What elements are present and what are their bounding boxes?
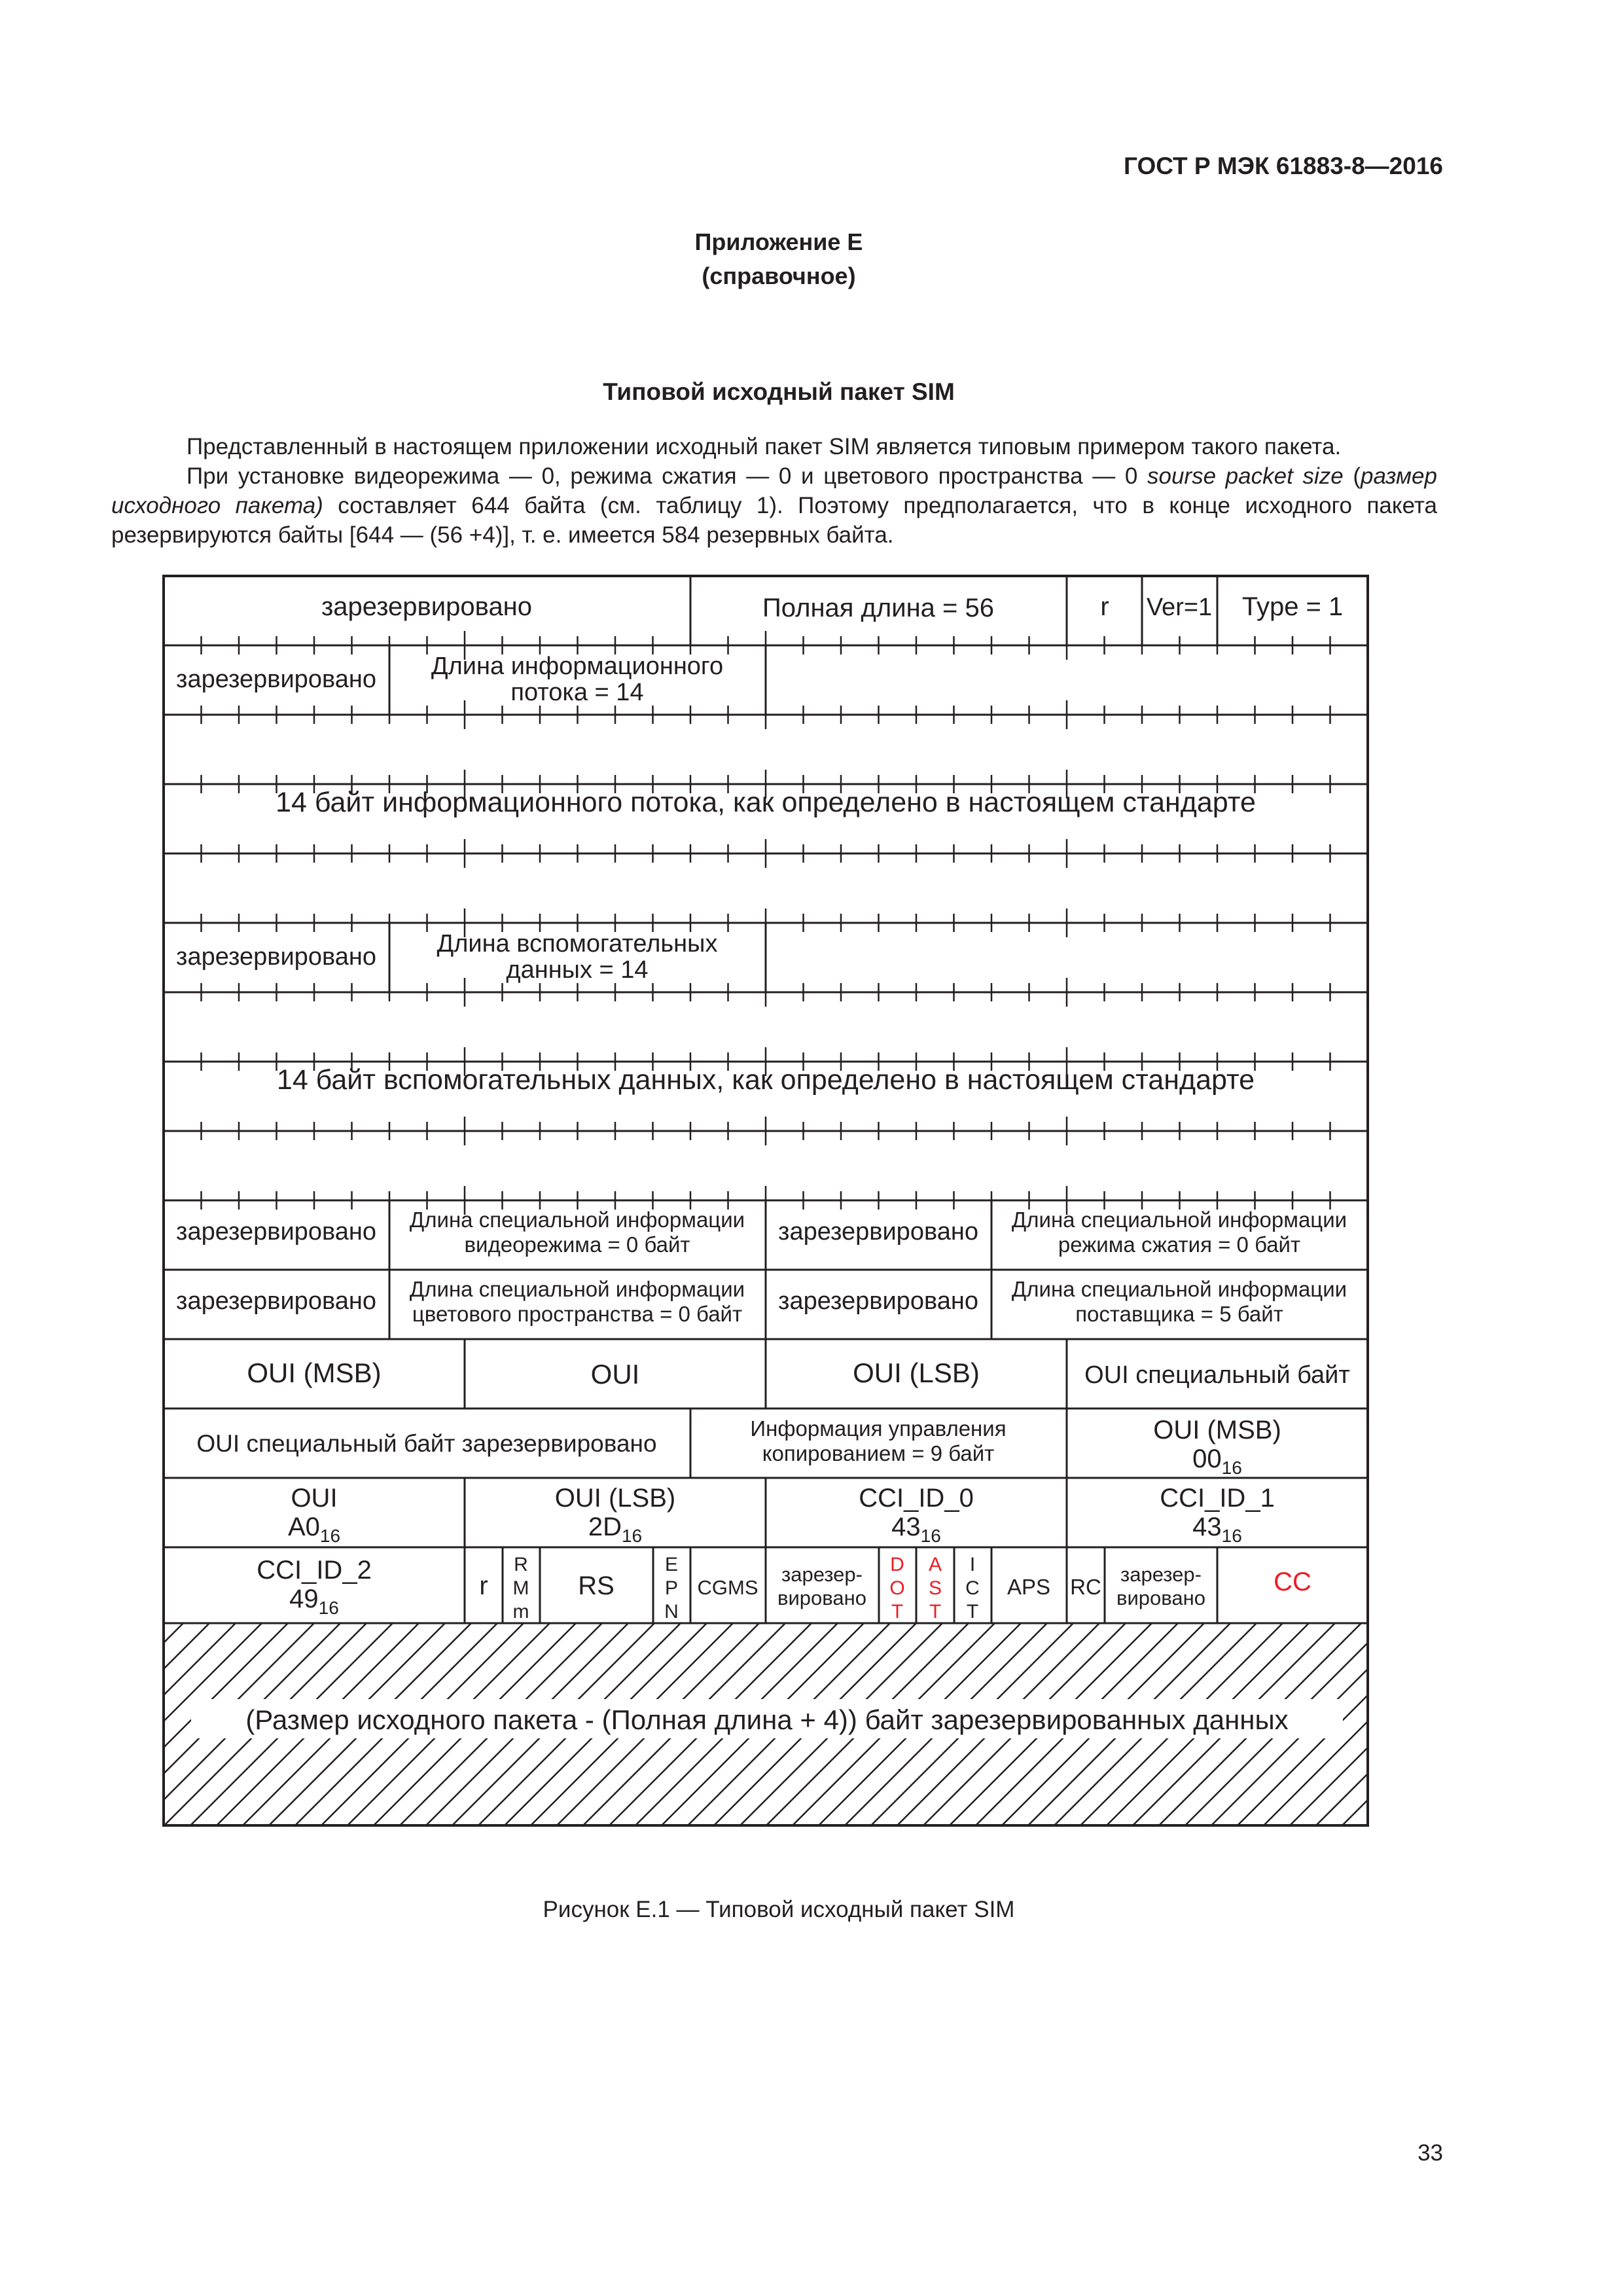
- aux-data-length-label: Длина вспомогательных: [437, 930, 718, 958]
- oui-special-reserved-field: OUI специальный байт зарезервировано: [196, 1430, 657, 1457]
- ast-letter: S: [928, 1577, 942, 1599]
- dot-letter: O: [889, 1577, 905, 1599]
- rs-field: RS: [578, 1571, 615, 1600]
- paragraph-2-term-translation: размер исходного пакета): [111, 463, 1437, 518]
- cci-id-2-value: [289, 1585, 339, 1618]
- color-space-info-label: Длина специальной информации: [409, 1277, 745, 1301]
- value: A0: [287, 1513, 320, 1541]
- ast-letter: T: [929, 1601, 942, 1623]
- total-length-field: Полная длина = 56: [762, 594, 995, 622]
- reserved-field: зарезервировано: [321, 592, 533, 621]
- color-space-info-value: цветового пространства = 0 байт: [412, 1302, 743, 1326]
- version-field: Ver=1: [1146, 594, 1213, 621]
- reserved-field: зарезервировано: [176, 943, 376, 971]
- value: 00: [1192, 1444, 1222, 1473]
- value: 2D: [588, 1513, 622, 1541]
- oui-lsb-value: [588, 1513, 642, 1546]
- copy-control-info-label: Информация управления: [750, 1416, 1007, 1441]
- epn-letter: P: [664, 1577, 679, 1599]
- vendor-info-label: Длина специальной информации: [1011, 1277, 1347, 1301]
- paragraph-2-part: составляет 644 байта (см. таблицу 1). Поэтому предполагается, что в конце исходного пакета резервируются байты [644 — (56 +4)], т. е. имеется 584 резервных байта.: [111, 493, 1437, 548]
- compression-info-label: Длина специальной информации: [1011, 1208, 1347, 1232]
- rc-field: RC: [1070, 1575, 1101, 1599]
- subscript: 16: [319, 1526, 341, 1546]
- copy-control-info-value: копированием = 9 байт: [762, 1441, 995, 1465]
- rmm-letter: R: [514, 1554, 528, 1575]
- oui-value: [288, 1513, 340, 1546]
- annex-label: Приложение Е: [694, 228, 863, 255]
- aux-data-field: 14 байт вспомогательных данных, как определено в настоящем стандарте: [276, 1064, 1255, 1096]
- info-stream-field: 14 байт информационного потока, как определено в настоящем стандарте: [276, 787, 1256, 818]
- ict-letter: C: [965, 1577, 980, 1599]
- oui-special-byte-field: [1084, 1361, 1350, 1389]
- reserved-field: зарезервировано: [176, 1218, 376, 1246]
- cci-id-1-value: [1192, 1513, 1242, 1546]
- cci-id-1-field: CCI_ID_1: [1160, 1484, 1275, 1513]
- reserved-field: зарезервировано: [176, 666, 376, 693]
- rmm-letter: m: [512, 1601, 529, 1623]
- subscript: 16: [920, 1526, 941, 1546]
- info-stream-length-label: Длина информационного: [431, 653, 724, 680]
- cgms-field: CGMS: [697, 1576, 758, 1599]
- document-header: ГОСТ Р МЭК 61883-8—2016: [1123, 152, 1443, 179]
- oui-msb-field: OUI (MSB): [1153, 1416, 1281, 1444]
- reserved-data-label: (Размер исходного пакета - (Полная длина + 4)) байт зарезервированных данных: [245, 1704, 1289, 1735]
- subscript: 16: [621, 1526, 643, 1546]
- r-field: r: [1100, 592, 1109, 621]
- annex-kind: (справочное): [702, 262, 856, 289]
- oui-field: OUI: [291, 1484, 338, 1513]
- reserved-field: вировано: [777, 1587, 866, 1609]
- paragraph-1: Представленный в настоящем приложении исходный пакет SIM является типовым примером такого пакета.: [187, 434, 1342, 459]
- epn-letter: E: [664, 1554, 679, 1575]
- oui-msb-field: OUI (MSB): [247, 1357, 382, 1388]
- reserved-field: зарезер-: [1120, 1563, 1202, 1586]
- oui-field: OUI: [590, 1359, 640, 1390]
- field-separators: [389, 576, 1217, 1623]
- ict-letter: T: [966, 1601, 979, 1623]
- type-field: Type = 1: [1241, 592, 1344, 621]
- epn-letter: N: [664, 1601, 679, 1623]
- aps-field: APS: [1007, 1575, 1051, 1599]
- value: 43: [1192, 1513, 1222, 1541]
- ict-letter: I: [969, 1554, 976, 1575]
- oui-lsb-field: OUI (LSB): [853, 1357, 980, 1388]
- value: 49: [289, 1585, 319, 1613]
- oui-msb-value: [1192, 1444, 1242, 1478]
- paragraph-2-part: (: [1343, 463, 1361, 489]
- subscript: 16: [318, 1598, 339, 1618]
- dot-letter: T: [891, 1601, 904, 1623]
- r-field: r: [479, 1571, 488, 1600]
- subscript: 16: [1221, 1458, 1242, 1478]
- vendor-info-value: поставщика = 5 байт: [1075, 1302, 1283, 1326]
- paragraph-2-part: При установке видеорежима — 0, режима сжатия — 0 и цветового пространства — 0: [187, 463, 1147, 489]
- value: 43: [891, 1513, 921, 1541]
- subscript: 16: [1221, 1526, 1242, 1546]
- video-mode-info-label: Длина специальной информации: [409, 1208, 745, 1232]
- figure-caption: Рисунок Е.1 — Типовой исходный пакет SIM: [543, 1897, 1015, 1922]
- compression-info-value: режима сжатия = 0 байт: [1058, 1232, 1301, 1257]
- cci-id-2-field: CCI_ID_2: [257, 1556, 372, 1585]
- cc-field: CC: [1274, 1568, 1311, 1596]
- cci-id-0-field: CCI_ID_0: [859, 1484, 974, 1513]
- video-mode-info-value: видеорежима = 0 байт: [464, 1232, 690, 1257]
- cci-id-0-value: [891, 1513, 941, 1546]
- reserved-field: зарезер-: [781, 1563, 863, 1586]
- oui-special-byte-label: OUI специальный байт: [1084, 1361, 1350, 1389]
- paragraph-2-term: sourse packet size: [1147, 463, 1344, 489]
- page-number: 33: [1418, 2140, 1443, 2166]
- reserved-field: зарезервировано: [778, 1218, 978, 1246]
- rmm-letter: M: [512, 1577, 529, 1599]
- aux-data-length-value: данных = 14: [506, 956, 649, 984]
- oui-lsb-field: OUI (LSB): [554, 1484, 676, 1513]
- reserved-field: зарезервировано: [176, 1287, 376, 1315]
- dot-letter: D: [890, 1554, 904, 1575]
- ast-letter: A: [928, 1554, 942, 1575]
- section-title: Типовой исходный пакет SIM: [603, 378, 955, 405]
- reserved-field: зарезервировано: [778, 1287, 978, 1315]
- reserved-field: вировано: [1116, 1587, 1205, 1609]
- info-stream-length-value: потока = 14: [510, 679, 644, 706]
